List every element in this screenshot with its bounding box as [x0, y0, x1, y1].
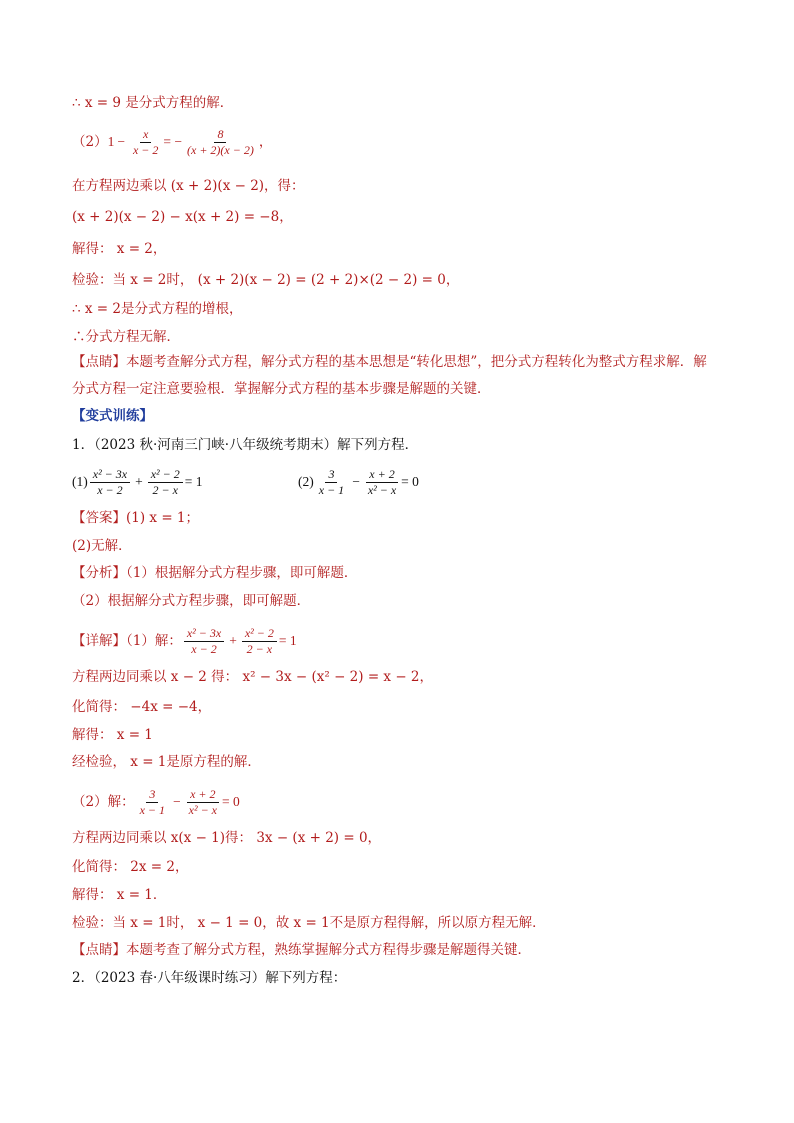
detail-1: 【详解】（1）解： $\frac{\text{x² − 3x}}{x - 2}$ + $\frac{\text{x² − 2}}{2 - x}$ = 1	[72, 626, 297, 657]
step-extraneous: ∴ x = 2是分式方程的增根，	[72, 301, 243, 317]
fraction: $\frac{3}{x - 1}$	[139, 787, 166, 818]
fraction: $\frac{\text{x² − 2}}{2 - x}$	[242, 627, 277, 656]
detail-1-multiply: 方程两边同乘以 x − 2 得： x² − 3x − (x² − 2) = x − 2，	[72, 669, 434, 685]
problem-2: (2) $\frac{3}{x - 1}$ − $\frac{x + 2}{\text{x² − x}}$ = 0	[298, 467, 419, 498]
detail-1-check: 经检验， x = 1是原方程的解．	[72, 754, 261, 770]
answer-2: (2)无解．	[72, 538, 132, 554]
conclusion-x9: ∴ x = 9 是分式方程的解．	[72, 95, 234, 111]
detail-1-solve: 解得： x = 1	[72, 727, 153, 743]
step-multiply: 在方程两边乘以 (x + 2)(x − 2)，得：	[72, 178, 305, 194]
equation-2: （2）1 − $\frac{x}{x - 2}$ = − $\frac{8}{(x + 2)(x - 2)}$ ，	[72, 127, 273, 158]
problem-1: (1) $\frac{\text{x² − 3x}}{x - 2}$ + $\frac{\text{x² − 2}}{2 - x}$ = 1	[72, 467, 203, 498]
question-2: 2．（2023 春·八年级课时练习）解下列方程：	[72, 970, 347, 986]
fraction: $\frac{\text{x² − 3x}}{x - 2}$	[90, 468, 130, 497]
section-practice: 【变式训练】	[72, 408, 153, 424]
detail-2-simplify: 化简得： 2x = 2，	[72, 859, 189, 875]
fraction: $\frac{3}{x - 1}$	[318, 467, 345, 498]
comment-1: 【点睛】本题考查解分式方程，解分式方程的基本思想是“转化思想”，把分式方程转化为整式方程求解．解	[72, 354, 707, 370]
detail-2-check: 检验：当 x = 1时， x − 1 = 0，故 x = 1不是原方程得解，所以原方程无解．	[72, 915, 546, 931]
step-expanded: (x + 2)(x − 2) − x(x + 2) = −8，	[72, 209, 293, 225]
comment-2: 【点睛】本题考查了解分式方程，熟练掌握解分式方程得步骤是解题得关键．	[72, 942, 531, 958]
fraction: $\frac{x + 2}{\text{x² − x}}$	[188, 787, 218, 818]
comment-1-cont: 分式方程一定注意要验根．掌握解分式方程的基本步骤是解题的关键．	[72, 381, 491, 397]
step-check: 检验：当 x = 2时， (x + 2)(x − 2) = (2 + 2)×(2 − 2) = 0，	[72, 272, 460, 288]
analysis-2: （2）根据解分式方程步骤，即可解题．	[72, 593, 311, 609]
step-solve: 解得： x = 2，	[72, 241, 167, 257]
fraction: $\frac{\text{x² − 2}}{2 - x}$	[148, 468, 183, 497]
tag-daan: 【答案】	[72, 510, 126, 526]
tag-xiangjie: 【详解】	[72, 633, 126, 650]
detail-2-multiply: 方程两边同乘以 x(x − 1)得： 3x − (x + 2) = 0，	[72, 830, 382, 846]
analysis: 【分析】（1）根据解分式方程步骤，即可解题．	[72, 565, 358, 581]
fraction: $\frac{x}{x - 2}$	[132, 127, 159, 158]
tag-dianjing: 【点睛】	[72, 942, 126, 958]
detail-1-simplify: 化简得： −4x = −4，	[72, 699, 212, 715]
label: （2）	[72, 134, 108, 151]
fraction: $\frac{x + 2}{\text{x² − x}}$	[367, 467, 397, 498]
operator: = −	[163, 134, 183, 150]
detail-2-solve: 解得： x = 1．	[72, 887, 167, 903]
step-no-solution: ∴分式方程无解．	[72, 329, 180, 345]
fraction: $\frac{8}{(x + 2)(x - 2)}$	[187, 127, 254, 158]
tag-dianjing: 【点睛】	[72, 354, 126, 370]
detail-2: （2）解： $\frac{3}{x - 1}$ − $\frac{x + 2}{\text{x² − x}}$ = 0	[72, 787, 240, 818]
fraction: $\frac{\text{x² − 3x}}{x - 2}$	[184, 627, 224, 656]
answer: 【答案】(1) x = 1；	[72, 510, 200, 526]
tag-fenxi: 【分析】	[72, 565, 126, 581]
term: 1	[107, 134, 115, 150]
question-1: 1．（2023 秋·河南三门峡·八年级统考期末）解下列方程．	[72, 437, 419, 453]
